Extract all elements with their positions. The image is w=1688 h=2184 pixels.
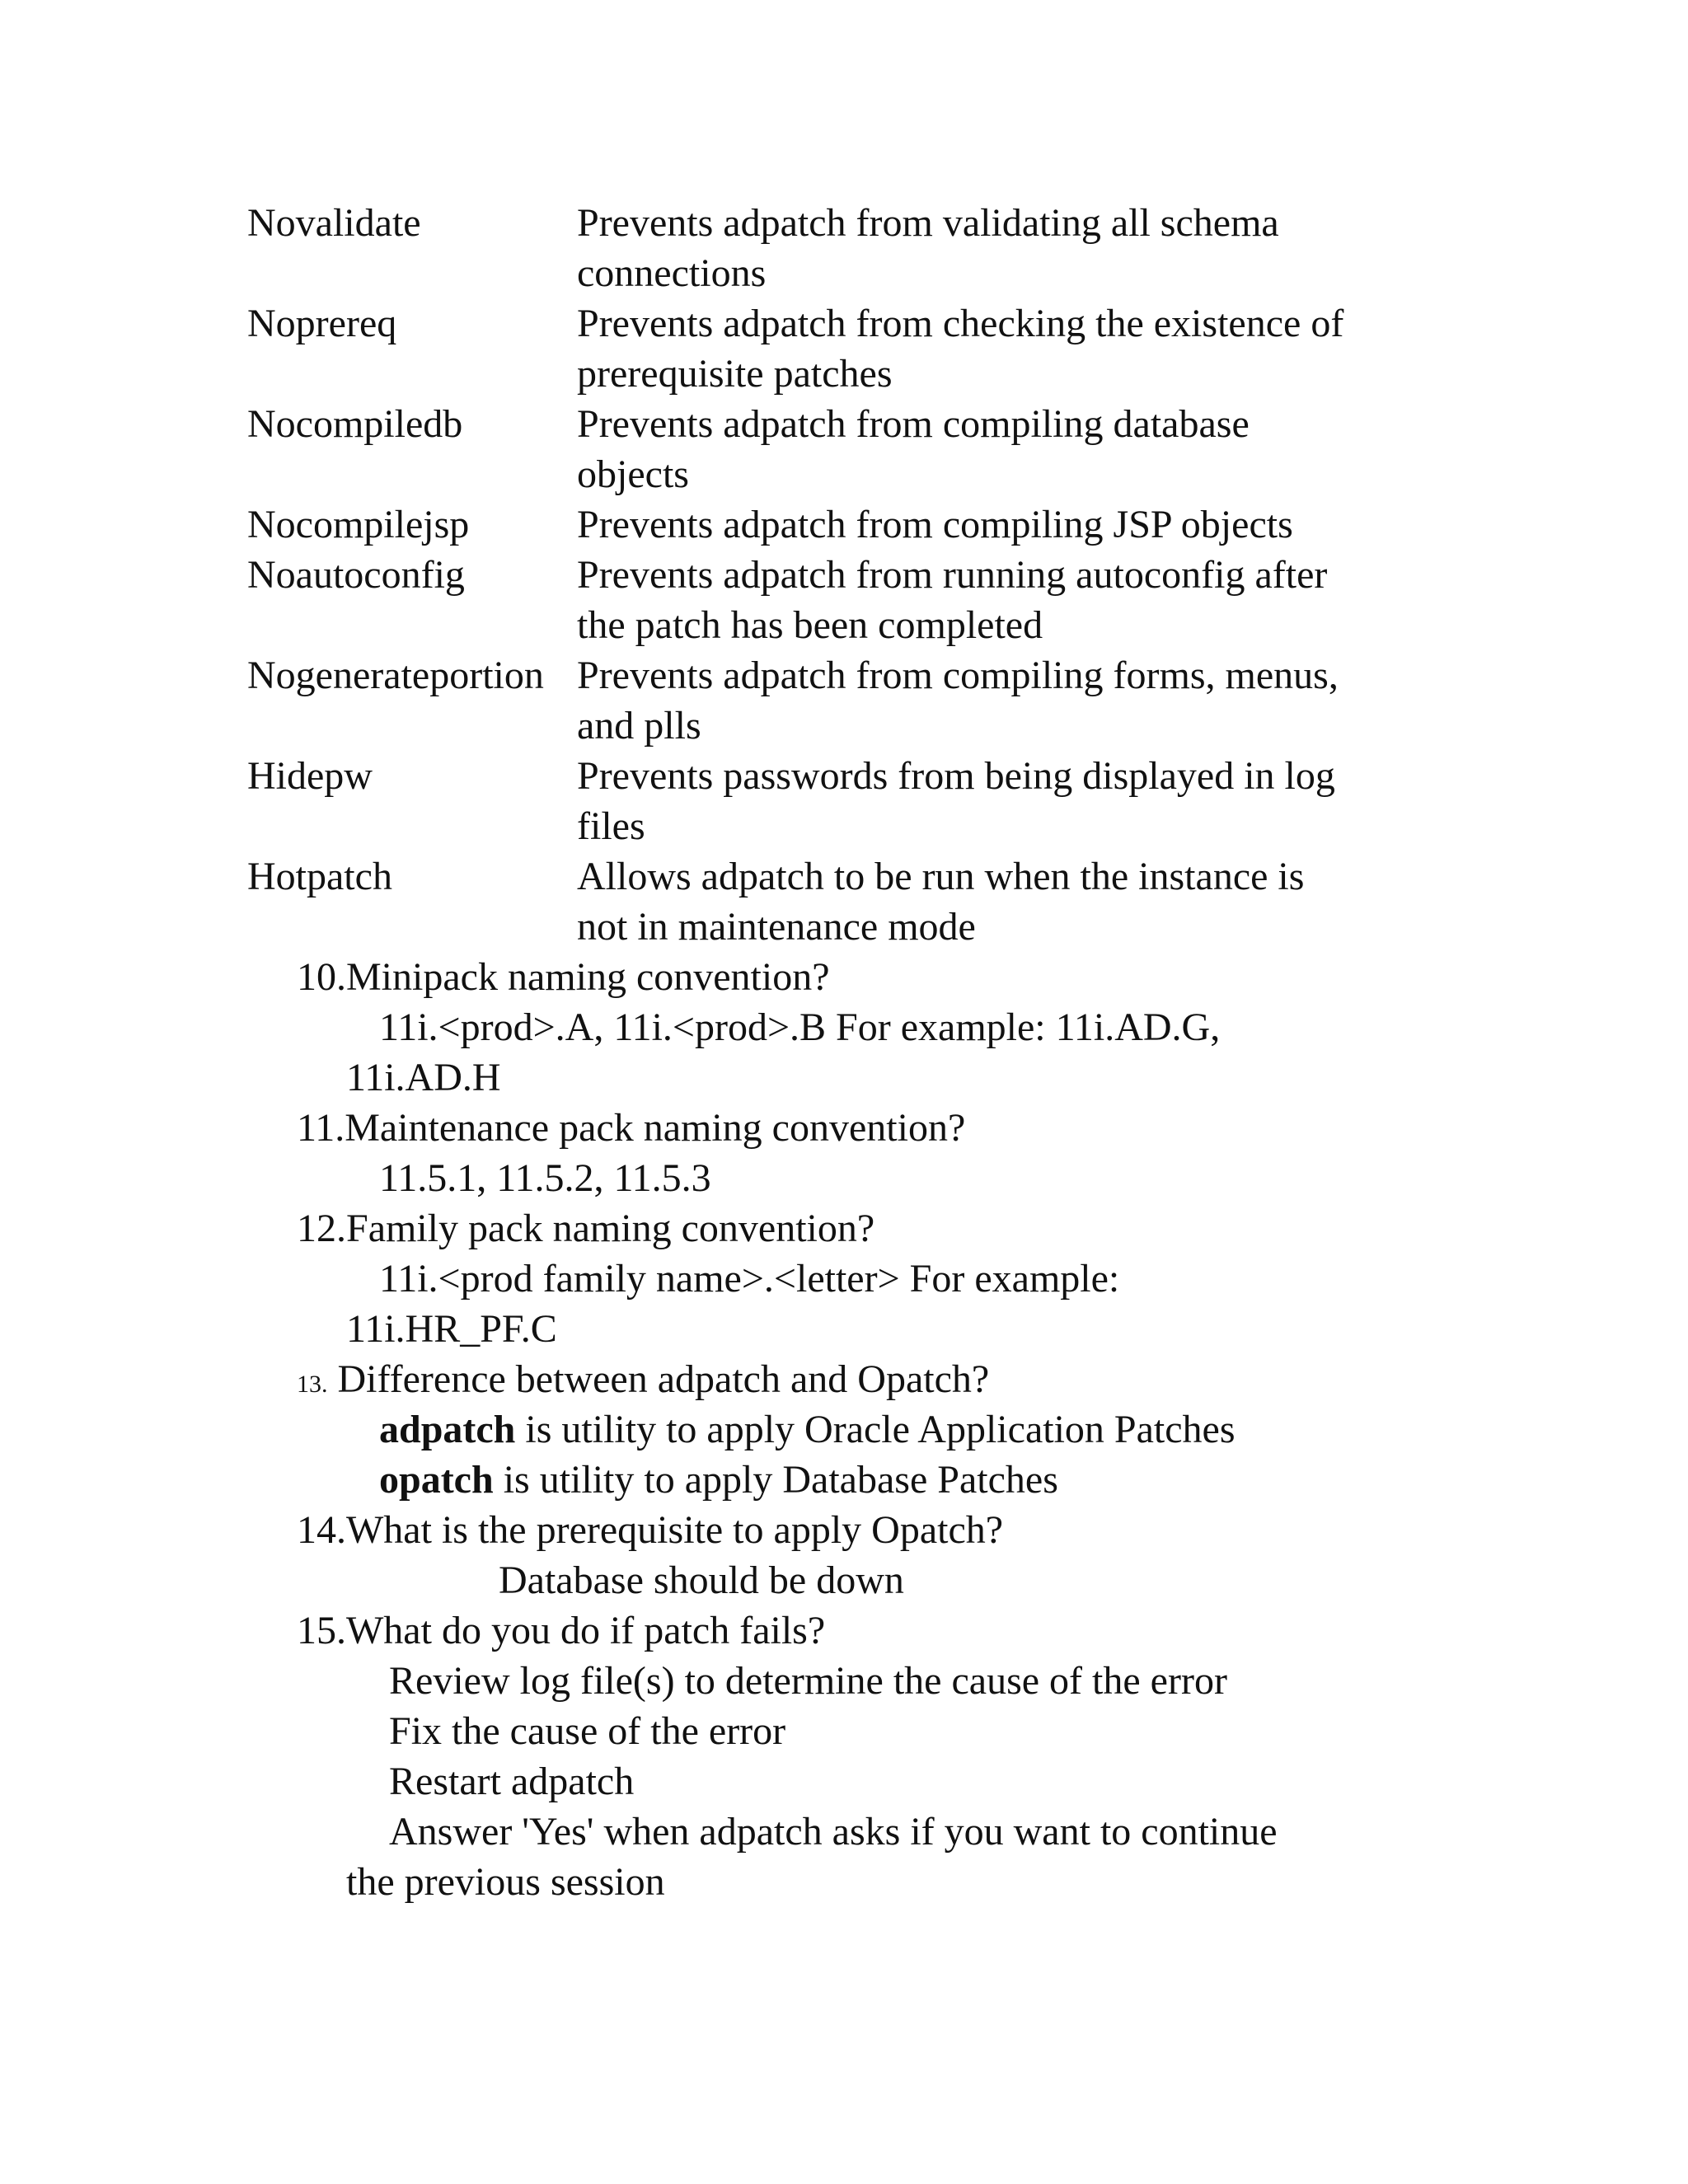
question-14: [297, 1505, 1003, 1555]
option-desc: connections: [577, 251, 767, 295]
question-15: [297, 1605, 825, 1656]
answer-step: Review log file(s) to determine the cause of the error: [389, 1659, 1227, 1703]
question-number: 11.: [297, 1106, 345, 1150]
question-10: [297, 952, 830, 1002]
option-desc: Prevents adpatch from compiling database: [577, 402, 1250, 446]
option-desc: the patch has been completed: [577, 603, 1043, 647]
question-12: [297, 1203, 874, 1254]
answer-line: [379, 1404, 1236, 1455]
option-desc: Prevents adpatch from compiling forms, menus,: [577, 654, 1339, 697]
question-text: Family pack naming convention?: [346, 1207, 875, 1250]
option-term: Nogenerateportion: [247, 654, 544, 697]
question-number: 14.: [297, 1508, 346, 1552]
answer-line: Database should be down: [499, 1558, 904, 1602]
answer-line: [379, 1455, 1058, 1505]
term-opatch: opatch: [379, 1458, 494, 1502]
option-desc: objects: [577, 452, 689, 496]
answer-line: 11.5.1, 11.5.2, 11.5.3: [379, 1156, 711, 1200]
option-term: Noautoconfig: [247, 553, 465, 597]
option-desc: Prevents adpatch from running autoconfig after: [577, 553, 1328, 597]
option-desc: prerequisite patches: [577, 352, 893, 396]
question-11: [297, 1103, 965, 1153]
option-term: Hidepw: [247, 754, 373, 798]
question-number: 10.: [297, 955, 346, 999]
term-adpatch: adpatch: [379, 1408, 516, 1451]
question-text: Minipack naming convention?: [346, 955, 830, 999]
option-term: Hotpatch: [247, 855, 392, 898]
answer-line: 11i.<prod family name>.<letter> For example:: [379, 1257, 1120, 1301]
option-term: Nocompilejsp: [247, 503, 470, 546]
answer-step: Restart adpatch: [389, 1760, 635, 1803]
question-number: 13.: [297, 1371, 328, 1398]
question-number: 12.: [297, 1207, 346, 1250]
answer-line: 11i.HR_PF.C: [346, 1307, 557, 1351]
question-text: Difference between adpatch and Opatch?: [337, 1357, 990, 1401]
option-desc: files: [577, 804, 645, 848]
option-desc: not in maintenance mode: [577, 905, 976, 949]
option-desc: Prevents adpatch from validating all schema: [577, 201, 1279, 245]
question-text: What do you do if patch fails?: [346, 1609, 826, 1652]
question-number: 15.: [297, 1609, 346, 1652]
question-13: [297, 1354, 989, 1404]
answer-text: is utility to apply Oracle Application Patches: [515, 1408, 1236, 1451]
option-desc: Prevents adpatch from compiling JSP objects: [577, 503, 1293, 546]
answer-line: 11i.<prod>.A, 11i.<prod>.B For example: 11i.AD.G,: [379, 1005, 1221, 1049]
answer-step: the previous session: [346, 1860, 665, 1904]
question-text: What is the prerequisite to apply Opatch?: [346, 1508, 1004, 1552]
answer-step: Fix the cause of the error: [389, 1709, 786, 1753]
option-term: Novalidate: [247, 201, 421, 245]
option-desc: Prevents adpatch from checking the existence of: [577, 302, 1344, 345]
option-desc: and plls: [577, 704, 701, 748]
answer-step: Answer 'Yes' when adpatch asks if you want to continue: [389, 1810, 1278, 1854]
question-text: Maintenance pack naming convention?: [345, 1106, 966, 1150]
option-term: Nocompiledb: [247, 402, 463, 446]
answer-line: 11i.AD.H: [346, 1056, 501, 1099]
option-desc: Allows adpatch to be run when the instance is: [577, 855, 1305, 898]
option-desc: Prevents passwords from being displayed in log: [577, 754, 1335, 798]
option-term: Noprereq: [247, 302, 397, 345]
answer-text: is utility to apply Database Patches: [493, 1458, 1058, 1502]
